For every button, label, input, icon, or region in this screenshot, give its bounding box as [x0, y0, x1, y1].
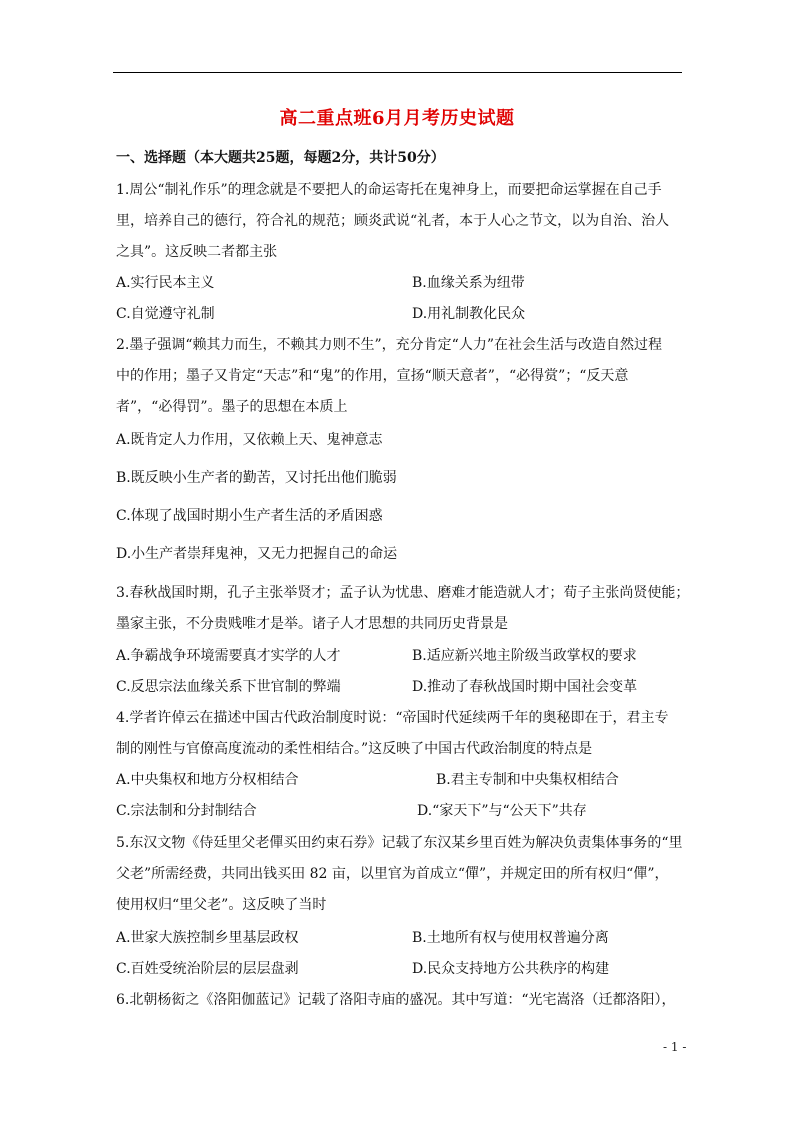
q3-option-c: C.反思宗法血缘关系下世官制的弊端 [116, 679, 341, 695]
q1-line-3: 之具”。这反映二者都主张 [116, 244, 278, 260]
q5-option-b: B.土地所有权与使用权普遍分离 [412, 930, 609, 946]
q1-line-2: 里，培养自己的德行，符合礼的规范；顾炎武说“礼者，本于人心之节文，以为自治、治人 [116, 213, 670, 229]
q3-line-2: 墨家主张，不分贵贱唯才是举。诸子人才思想的共同历史背景是 [116, 616, 508, 632]
q4-option-b: B.君主专制和中央集权相结合 [436, 772, 619, 788]
q2-option-d: D.小生产者崇拜鬼神，又无力把握自己的命运 [116, 546, 398, 562]
q5-option-c: C.百姓受统治阶层的层层盘剥 [116, 961, 299, 977]
q2-line-3: 者”，“必得罚”。墨子的思想在本质上 [116, 399, 348, 415]
q2-option-a: A.既肯定人力作用，又依赖上天、鬼神意志 [116, 432, 383, 448]
q2-option-b: B.既反映小生产者的勤苦，又讨托出他们脆弱 [116, 470, 397, 486]
q5-option-d: D.民众支持地方公共秩序的构建 [412, 961, 610, 977]
q3-option-d: D.推动了春秋战国时期中国社会变革 [412, 679, 638, 695]
q1-option-c: C.自觉遵守礼制 [116, 306, 215, 322]
q2-line-1: 2.墨子强调“赖其力而生，不赖其力则不生”，充分肯定“人力”在社会生活与改造自然过程 [116, 337, 662, 353]
header-rule [113, 72, 682, 73]
q4-line-1: 4.学者许倬云在描述中国古代政治制度时说：“帝国时代延续两千年的奥秘即在于，君主专 [116, 710, 669, 726]
q5-line-1: 5.东汉文物《侍廷里父老僤买田约束石券》记载了东汉某乡里百姓为解决负责集体事务的“里 [116, 835, 683, 851]
q4-line-2: 制的刚性与官僚高度流动的柔性相结合。”这反映了中国古代政治制度的特点是 [116, 741, 593, 757]
q1-line-1: 1.周公“制礼作乐”的理念就是不要把人的命运寄托在鬼神身上，而要把命运掌握在自己手 [116, 182, 662, 198]
q5-line-3: 使用权归“里父老”。这反映了当时 [116, 897, 327, 913]
q6-line-1: 6.北朝杨衒之《洛阳伽蓝记》记载了洛阳寺庙的盛况。其中写道：“光宅嵩洛（迁都洛阳）， [116, 992, 676, 1008]
section-heading: 一、选择题（本大题共25题，每题2分，共计50分） [116, 150, 445, 166]
q3-option-b: B.适应新兴地主阶级当政掌权的要求 [412, 648, 637, 664]
page-number: - 1 - [663, 1040, 687, 1054]
q5-line-2: 父老”所需经费，共同出钱买田 82 亩，以里官为首成立“僤”，并规定田的所有权归“僤”， [116, 866, 669, 882]
page-title: 高二重点班6月月考历史试题 [279, 108, 515, 129]
q1-option-d: D.用礼制教化民众 [412, 306, 526, 322]
q2-line-2: 中的作用；墨子又肯定“天志”和“鬼”的作用，宣扬“顺天意者”，“必得赏”；“反天意 [116, 368, 629, 384]
q3-line-1: 3.春秋战国时期，孔子主张举贤才；孟子认为忧患、磨难才能造就人才；荀子主张尚贤使能； [116, 585, 690, 601]
q4-option-a: A.中央集权和地方分权相结合 [116, 772, 299, 788]
q1-option-b: B.血缘关系为纽带 [412, 275, 525, 291]
q4-option-c: C.宗法制和分封制结合 [116, 803, 257, 819]
q5-option-a: A.世家大族控制乡里基层政权 [116, 930, 299, 946]
q3-option-a: A.争霸战争环境需要真才实学的人才 [116, 648, 341, 664]
q1-option-a: A.实行民本主义 [116, 275, 215, 291]
q4-option-d: D.“家天下”与“公天下”共存 [417, 803, 587, 819]
q2-option-c: C.体现了战国时期小生产者生活的矛盾困惑 [116, 508, 383, 524]
